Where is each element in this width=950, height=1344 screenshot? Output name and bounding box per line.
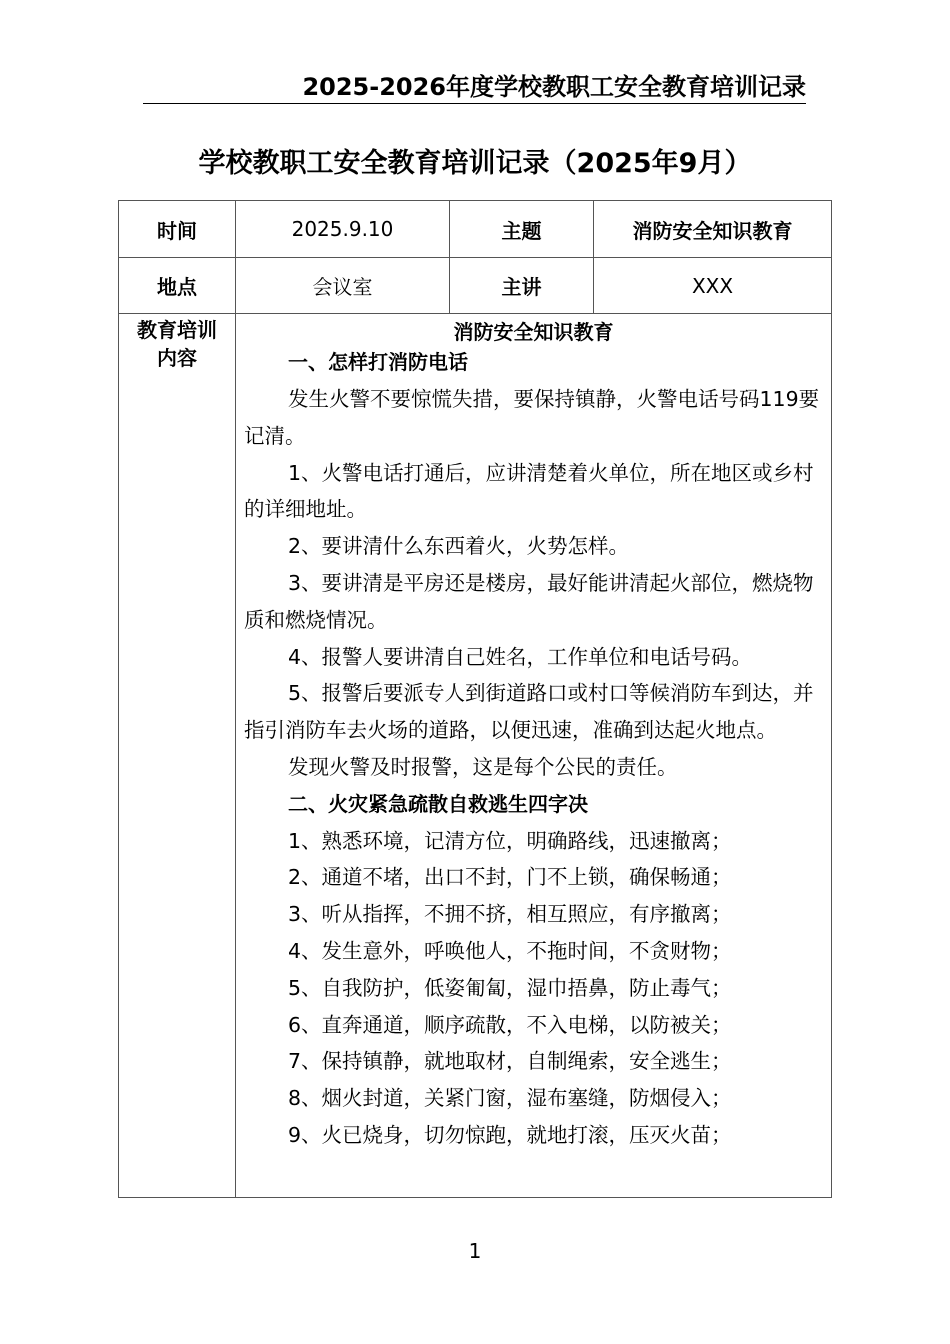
table-row-content xyxy=(119,314,832,1198)
rule-item: 2、通道不堵，出口不封，门不上锁，确保畅通； xyxy=(288,865,732,890)
time-value: 2025.9.10 xyxy=(236,201,450,258)
rule-item: 3、听从指挥，不拥不挤，相互照应，有序撤离； xyxy=(288,902,732,927)
place-value: 会议室 xyxy=(236,258,450,314)
paragraph-1: 发生火警不要惊慌失措，要保持镇静，火警电话号码119要记清。 xyxy=(244,387,820,448)
section-heading-2: 二、火灾紧急疏散自救逃生四字决 xyxy=(288,791,588,816)
document-title: 学校教职工安全教育培训记录（2025年9月） xyxy=(198,148,752,179)
topic-value: 消防安全知识教育 xyxy=(594,201,832,258)
content-label xyxy=(119,314,236,1198)
paragraph-2: 1、火警电话打通后，应讲清楚着火单位，所在地区或乡村的详细地址。 xyxy=(244,460,814,522)
speaker-value: XXX xyxy=(594,258,832,314)
table-row-place xyxy=(119,258,832,314)
rule-item: 8、烟火封道，关紧门窗，湿布塞缝，防烟侵入； xyxy=(288,1086,732,1111)
paragraph-5: 4、报警人要讲清自己姓名，工作单位和电话号码。 xyxy=(288,644,753,669)
time-label: 时间 xyxy=(119,201,236,258)
training-record-table xyxy=(118,200,832,1198)
place-label: 地点 xyxy=(119,258,236,314)
table-row-time xyxy=(119,201,832,258)
topic-label: 主题 xyxy=(450,201,594,258)
content-title: 消防安全知识教育 xyxy=(453,320,614,344)
paragraph-4: 3、要讲清是平房还是楼房，最好能讲清起火部位，燃烧物质和燃烧情况。 xyxy=(244,570,814,632)
content-label-line1: 教育培训 xyxy=(137,318,217,342)
rule-item: 5、自我防护，低姿匍匐，湿巾捂鼻，防止毒气； xyxy=(288,975,732,1000)
paragraph-6: 5、报警后要派专人到街道路口或村口等候消防车到达，并指引消防车去火场的道路，以便迅速，准确到达起火地点。 xyxy=(244,681,814,743)
rule-item: 6、直奔通道，顺序疏散，不入电梯，以防被关； xyxy=(288,1012,732,1037)
rule-item: 1、熟悉环境，记清方位，明确路线，迅速撤离； xyxy=(288,828,732,853)
content-body xyxy=(236,314,832,1198)
paragraph-7: 发现火警及时报警，这是每个公民的责任。 xyxy=(288,754,678,779)
rule-item: 9、火已烧身，切勿惊跑，就地打滚，压灭火苗； xyxy=(288,1122,732,1147)
running-header: 2025-2026年度学校教职工安全教育培训记录 xyxy=(143,70,806,104)
paragraph-3: 2、要讲清什么东西着火，火势怎样。 xyxy=(288,534,630,559)
speaker-label: 主讲 xyxy=(450,258,594,314)
section-heading-1: 一、怎样打消防电话 xyxy=(288,350,468,374)
page-number: 1 xyxy=(468,1239,482,1263)
content-label-line2: 内容 xyxy=(157,346,197,370)
rule-item: 7、保持镇静，就地取材，自制绳索，安全逃生； xyxy=(288,1049,732,1074)
rule-item: 4、发生意外，呼唤他人，不拖时间，不贪财物； xyxy=(288,938,732,963)
